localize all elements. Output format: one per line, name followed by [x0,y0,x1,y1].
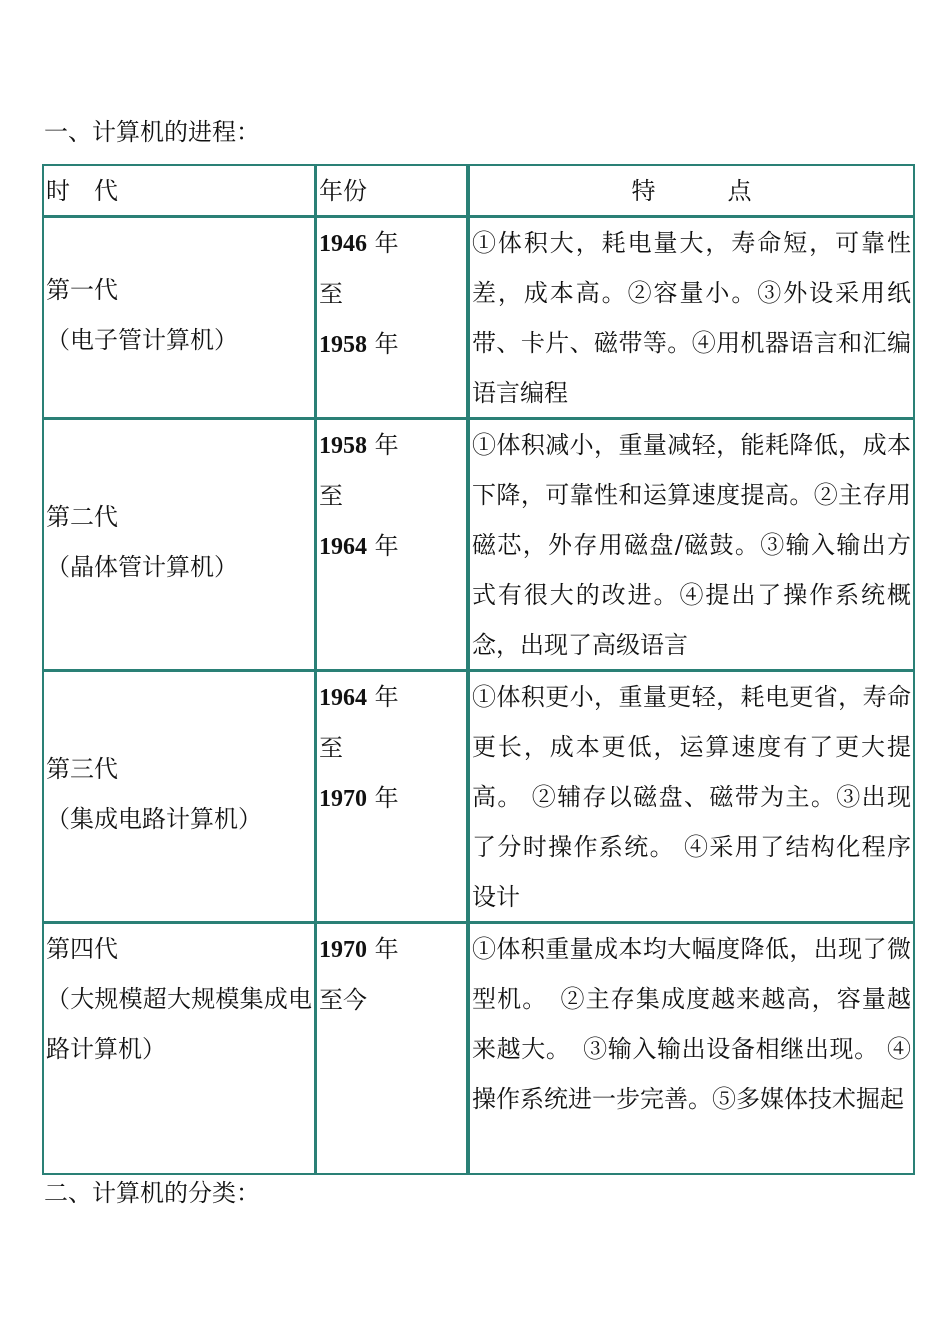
header-era-label: 时 代 [46,177,118,205]
row-3-year [315,670,468,923]
row-2-era [42,418,316,671]
year-start: 1964 [319,685,367,711]
year-unit: 年 [367,330,399,358]
header-features-label: 特 点 [631,177,752,205]
era-name: 第四代 [46,935,118,963]
year-mid: 至 [319,280,343,308]
section-2-title: 二、计算机的分类： [44,1179,260,1207]
year-end: 1958 [319,332,367,358]
year-start: 1958 [319,433,367,459]
year-unit: 年 [367,683,399,711]
era-desc: （集成电路计算机） [46,805,262,833]
year-unit: 年 [367,935,399,963]
row-1-era [42,216,316,419]
header-year-label: 年份 [319,177,367,205]
year-end: 1964 [319,534,367,560]
era-name: 第一代 [46,276,118,304]
header-era [42,164,316,217]
features-text: ①体积更小，重量更轻，耗电更省，寿命更长，成本更低，运算速度有了更大提高。 ②辅存以磁盘、磁带为主。③出现了分时操作系统。 ④采用了结构化程序设计 [472,683,911,911]
row-4-era [42,922,316,1175]
year-end: 1970 [319,786,367,812]
row-3-features [468,670,915,923]
year-unit: 年 [367,532,399,560]
section-1-title: 一、计算机的进程： [44,118,260,146]
row-1-year [315,216,468,419]
year-unit: 年 [367,229,399,257]
header-year [315,164,468,217]
features-text: ①体积减小，重量减轻，能耗降低，成本下降，可靠性和运算速度提高。②主存用磁芯，外存用磁盘/磁鼓。③输入输出方式有很大的改进。④提出了操作系统概念，出现了高级语言 [472,431,911,659]
year-start: 1946 [319,231,367,257]
year-mid: 至 [319,734,343,762]
row-4-year [315,922,468,1175]
era-name: 第二代 [46,503,118,531]
era-desc: （晶体管计算机） [46,553,238,581]
year-unit: 年 [367,431,399,459]
year-mid: 至 [319,482,343,510]
year-mid: 至今 [319,986,367,1014]
era-desc: （电子管计算机） [46,326,238,354]
header-features [468,164,915,217]
era-name: 第三代 [46,755,118,783]
era-desc: （大规模超大规模集成电路计算机） [46,985,312,1063]
row-2-year [315,418,468,671]
features-text: ①体积大，耗电量大，寿命短，可靠性差，成本高。②容量小。③外设采用纸带、卡片、磁带等。④用机器语言和汇编语言编程 [472,229,911,407]
row-2-features [468,418,915,671]
row-4-features [468,922,915,1175]
row-1-features [468,216,915,419]
row-3-era [42,670,316,923]
year-start: 1970 [319,937,367,963]
year-unit: 年 [367,784,399,812]
features-text: ①体积重量成本均大幅度降低，出现了微型机。 ②主存集成度越来越高，容量越来越大。 ③输入输出设备相继出现。 ④操作系统进一步完善。⑤多媒体技术掘起 [472,935,911,1113]
